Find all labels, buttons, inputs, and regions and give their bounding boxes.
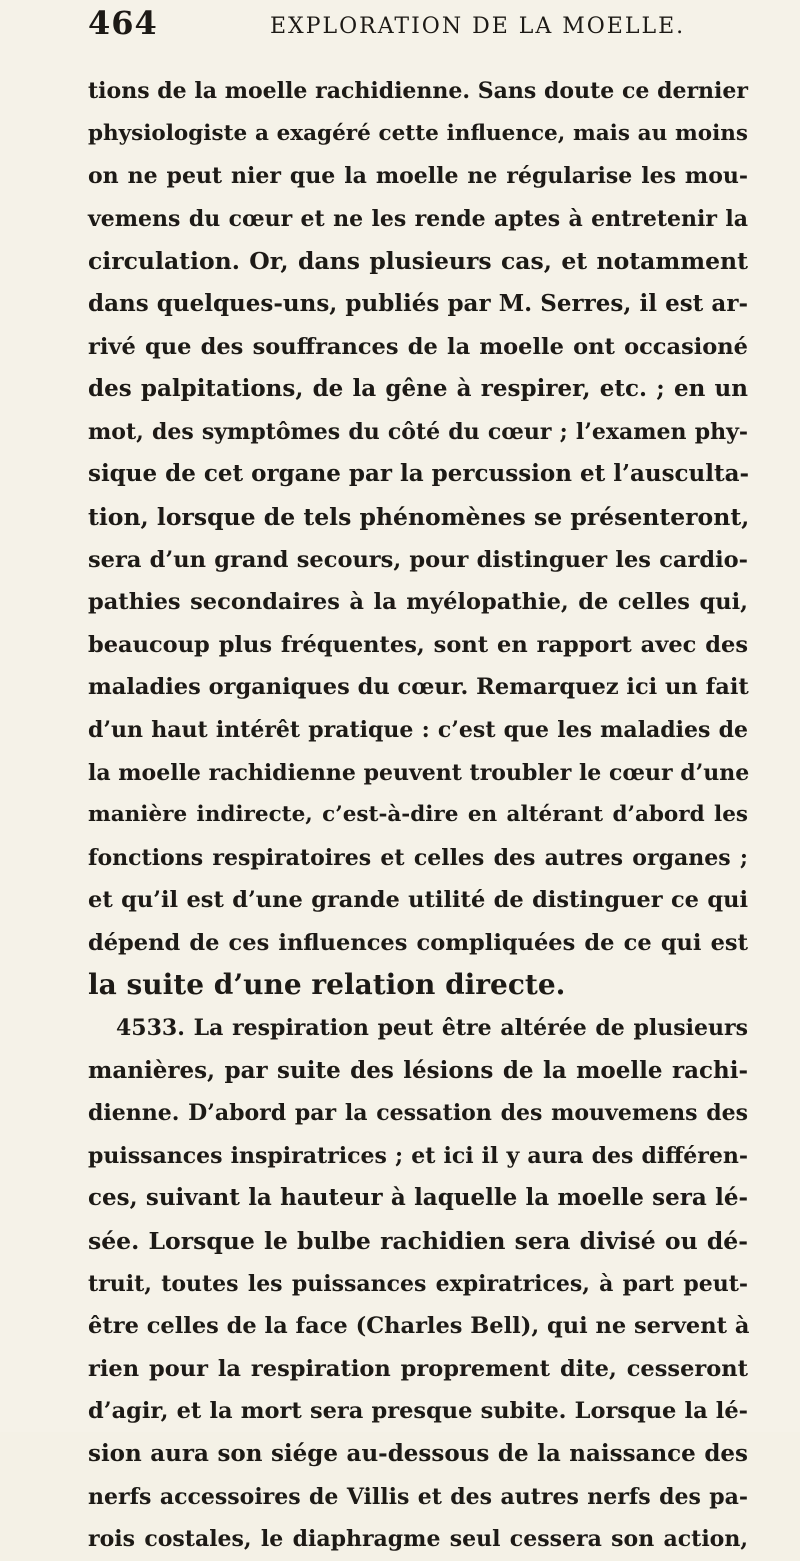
- paragraph-4533: [88, 1007, 748, 1561]
- text-line: d’agir, et la mort sera presque subite. Lorsque la lé-: [88, 1398, 748, 1425]
- text-line: rivé que des souffrances de la moelle ont occasioné: [88, 333, 748, 360]
- text-line: rien pour la respiration proprement dite, cesseront: [88, 1355, 748, 1382]
- text-line: sée. Lorsque le bulbe rachidien sera divisé ou dé-: [88, 1227, 748, 1256]
- text-line: on ne peut nier que la moelle ne régularise les mou-: [88, 163, 748, 190]
- text-line: sion aura son siége au-dessous de la naissance des: [88, 1440, 748, 1467]
- page-header: [88, 4, 728, 54]
- paragraph-continuation: [88, 70, 748, 1007]
- page-number: 464: [88, 4, 158, 42]
- text-line: truit, toutes les puissances expiratrices, à part peut-: [88, 1270, 748, 1297]
- text-line: et qu’il est d’une grande utilité de distinguer ce qui: [88, 887, 748, 914]
- text-line: maladies organiques du cœur. Remarquez ici un fait: [88, 674, 749, 701]
- text-line: d’un haut intérêt pratique : c’est que les maladies de: [88, 716, 748, 743]
- text-line: des palpitations, de la gêne à respirer, etc. ; en un: [88, 375, 748, 403]
- text-line: vemens du cœur et ne les rende aptes à entretenir la: [88, 205, 748, 232]
- text-line: fonctions respiratoires et celles des autres organes ;: [88, 844, 748, 871]
- text-line: 4533. La respiration peut être altérée de plusieurs: [116, 1015, 748, 1042]
- text-line: tion, lorsque de tels phénomènes se présenteront,: [88, 502, 750, 531]
- text-line: sique de cet organe par la percussion et l’ausculta-: [88, 460, 750, 488]
- text-line: physiologiste a exagéré cette influence, mais au moins: [88, 120, 748, 146]
- text-line: manière indirecte, c’est-à-dire en altérant d’abord les: [88, 802, 748, 828]
- text-line: tions de la moelle rachidienne. Sans doute ce dernier: [88, 78, 748, 104]
- body-text: [88, 70, 748, 1561]
- text-line: beaucoup plus fréquentes, sont en rapport avec des: [88, 631, 748, 658]
- running-title: EXPLORATION DE LA MOELLE.: [270, 14, 686, 39]
- text-line: circulation. Or, dans plusieurs cas, et notamment: [88, 247, 748, 276]
- text-line: dans quelques-uns, publiés par M. Serres, il est ar-: [88, 289, 748, 317]
- text-line: rois costales, le diaphragme seul cessera son action,: [88, 1526, 748, 1553]
- text-line: ces, suivant la hauteur à laquelle la moelle sera lé-: [88, 1184, 748, 1212]
- text-line: mot, des symptômes du côté du cœur ; l’examen phy-: [88, 418, 748, 445]
- text-line: pathies secondaires à la myélopathie, de celles qui,: [88, 589, 748, 616]
- text-line: dépend de ces influences compliquées de ce qui est: [88, 929, 748, 956]
- text-line: la suite d’une relation directe.: [88, 968, 566, 1002]
- text-line: être celles de la face (Charles Bell), qui ne servent à: [88, 1313, 750, 1340]
- text-line: la moelle rachidienne peuvent troubler le cœur d’une: [88, 759, 750, 786]
- text-line: sera d’un grand secours, pour distinguer les cardio-: [88, 546, 748, 573]
- text-line: puissances inspiratrices ; et ici il y aura des différen-: [88, 1142, 748, 1169]
- text-line: nerfs accessoires de Villis et des autres nerfs des pa-: [88, 1483, 748, 1510]
- text-line: manières, par suite des lésions de la moelle rachi-: [88, 1056, 748, 1084]
- text-line: dienne. D’abord par la cessation des mouvemens des: [88, 1100, 748, 1127]
